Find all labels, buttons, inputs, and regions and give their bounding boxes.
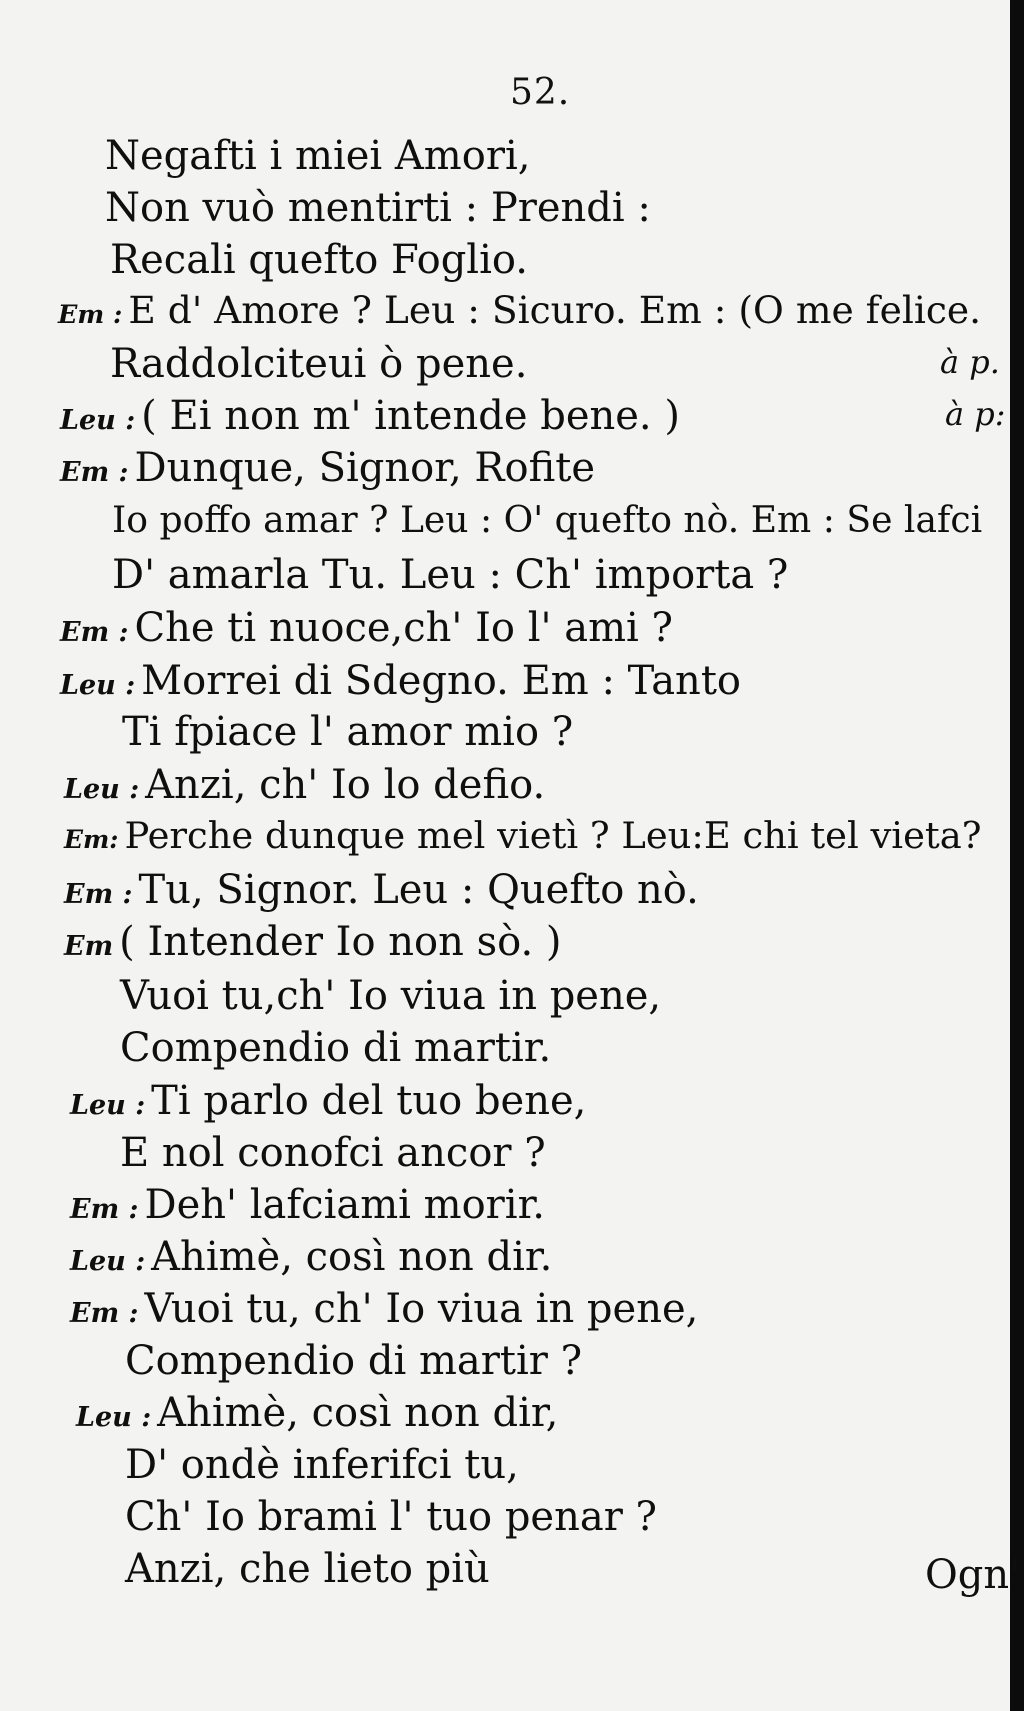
line-text: Ti parlo del tuo bene, — [151, 1078, 587, 1124]
speaker-label: Leu : — [70, 1090, 146, 1121]
speaker-label: Em : — [60, 457, 129, 488]
verse-line — [60, 605, 673, 651]
verse-line — [120, 1130, 546, 1176]
speaker-label: Leu : — [64, 774, 140, 805]
line-text: E d' Amore ? Leu : Sicuro. Em : (O me felice. — [128, 288, 982, 332]
verse-line — [125, 1442, 519, 1488]
speaker-label: Em : — [70, 1194, 139, 1225]
line-text: Ahimè, così non dir, — [157, 1390, 559, 1436]
verse-line — [112, 552, 789, 598]
speaker-label: Em : — [58, 299, 123, 329]
verse-line — [125, 1494, 657, 1540]
line-text: D' ondè inferifci tu, — [125, 1442, 519, 1488]
speaker-label: Leu : — [60, 405, 136, 436]
page-number: 52. — [510, 72, 571, 113]
line-text: Compendio di martir ? — [125, 1338, 583, 1384]
catchword: Ogn' — [925, 1552, 1021, 1598]
verse-line — [70, 1182, 546, 1228]
speaker-label: Leu : — [70, 1246, 146, 1277]
verse-line — [70, 1286, 699, 1332]
line-text: Raddolciteui ò pene. — [110, 341, 528, 387]
line-text: Anzi, ch' Io lo defio. — [145, 762, 546, 808]
line-text: Recali quefto Foglio. — [110, 237, 528, 283]
verse-line — [125, 1546, 490, 1592]
line-text: ( Ei non m' intende bene. ) — [141, 393, 680, 439]
speaker-label: Em : — [60, 617, 129, 648]
verse-line — [64, 867, 699, 913]
speaker-label: Em — [64, 931, 114, 962]
verse-line — [70, 1078, 587, 1124]
line-text: Vuoi tu, ch' Io viua in pene, — [144, 1286, 699, 1332]
verse-line — [64, 814, 982, 857]
line-text: Dunque, Signor, Rofite — [134, 445, 596, 491]
speaker-label: Leu : — [60, 670, 136, 701]
line-text: Ch' Io brami l' tuo penar ? — [125, 1494, 657, 1540]
line-text: Ti fpiace l' amor mio ? — [122, 709, 574, 755]
verse-line — [110, 341, 1000, 387]
verse-line — [112, 498, 983, 541]
speaker-label: Em : — [70, 1298, 139, 1329]
line-text: Vuoi tu,ch' Io viua in pene, — [120, 973, 662, 1019]
verse-line — [125, 1338, 583, 1384]
verse-line — [64, 762, 546, 808]
verse-line — [120, 973, 662, 1019]
verse-line — [105, 185, 651, 231]
verse-line — [60, 393, 1006, 439]
verse-line — [105, 133, 531, 179]
line-text: Che ti nuoce,ch' Io l' ami ? — [134, 605, 673, 651]
line-text: Io poffo amar ? Leu : O' quefto nò. Em : Se lafci — [112, 498, 983, 541]
speaker-label: Em : — [64, 879, 133, 910]
speaker-label: Leu : — [76, 1402, 152, 1433]
line-text: Non vuò mentirti : Prendi : — [105, 185, 651, 231]
line-text: Morrei di Sdegno. Em : Tanto — [141, 658, 741, 704]
line-text: Perche dunque mel vietì ? Leu:E chi tel vieta? — [124, 814, 982, 857]
verse-line — [110, 237, 528, 283]
verse-line — [122, 709, 574, 755]
line-text: D' amarla Tu. Leu : Ch' importa ? — [112, 552, 789, 598]
line-text: ( Intender Io non sò. ) — [119, 919, 562, 965]
verse-line — [76, 1390, 559, 1436]
line-text: Negafti i miei Amori, — [105, 133, 531, 179]
stage-direction-aside: à p. — [940, 343, 1000, 381]
verse-line — [60, 445, 596, 491]
verse-line — [120, 1025, 552, 1071]
verse-line — [60, 658, 741, 704]
line-text: Ahimè, così non dir. — [151, 1234, 553, 1280]
line-text: Anzi, che lieto più — [125, 1546, 490, 1592]
verse-line — [70, 1234, 553, 1280]
verse-line — [58, 288, 982, 332]
line-text: E nol conofci ancor ? — [120, 1130, 546, 1176]
verse-line — [64, 919, 562, 965]
speaker-label: Em: — [64, 825, 119, 854]
line-text: Compendio di martir. — [120, 1025, 552, 1071]
line-text: Deh' lafciami morir. — [144, 1182, 546, 1228]
line-text: Tu, Signor. Leu : Quefto nò. — [138, 867, 699, 913]
stage-direction-aside: à p: — [945, 395, 1006, 433]
